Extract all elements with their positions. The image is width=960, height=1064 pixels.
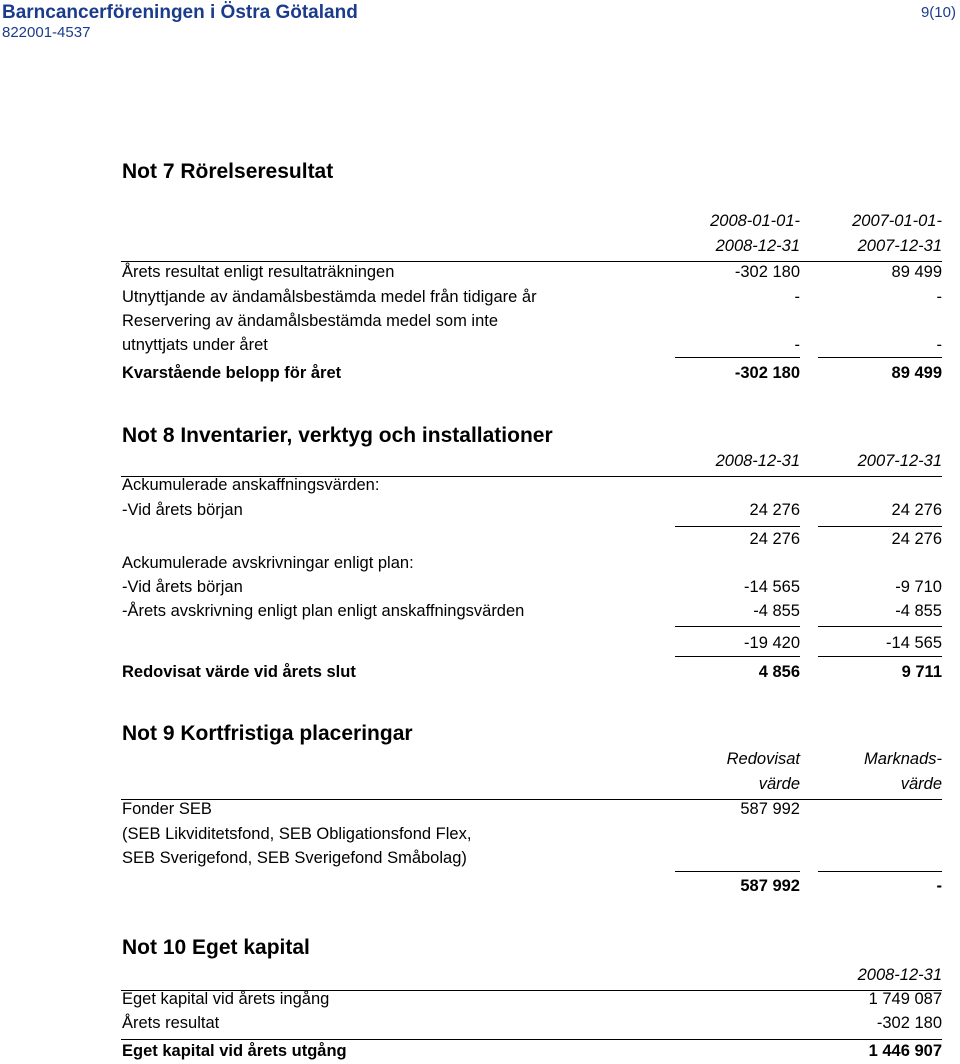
- note-7-row-value-2008: -: [794, 288, 800, 306]
- note-9-total-market-value: -: [936, 877, 942, 895]
- note-8-dep-year-label: -Årets avskrivning enligt plan enligt anskaffningsvärden: [122, 602, 525, 620]
- note-8-total-2008: 4 856: [758, 663, 800, 681]
- note-8-dep-rule-2008: [675, 626, 800, 627]
- note-8-dep-sum-2007: -14 565: [886, 634, 942, 652]
- note-7-subtotal-rule-2008: [675, 357, 800, 358]
- organization-number: 822001-4537: [2, 24, 91, 41]
- note-7-row-label: Årets resultat enligt resultaträkningen: [122, 263, 395, 281]
- note-7-row-value-2008: -302 180: [734, 263, 800, 281]
- note-7-row-value-2007: 89 499: [891, 263, 942, 281]
- note-8-dep-start-label: -Vid årets början: [122, 578, 243, 596]
- note-9-col2-header-line1: Marknads-: [864, 750, 942, 768]
- note-8-dep-heading: Ackumulerade avskrivningar enligt plan:: [122, 554, 414, 572]
- note-8-acq-rule-2007: [818, 526, 942, 527]
- note-10-row-label: Årets resultat: [122, 1014, 220, 1032]
- note-10-row-value: -302 180: [876, 1014, 942, 1032]
- note-7-header-rule: [121, 261, 942, 262]
- note-7-row-label: Reservering av ändamålsbestämda medel som inte: [122, 312, 499, 330]
- note-8-acq-rule-2008: [675, 526, 800, 527]
- note-10-row-label: Eget kapital vid årets ingång: [122, 990, 330, 1008]
- note-9-title: Not 9 Kortfristiga placeringar: [122, 722, 413, 745]
- note-8-total-rule-2007: [818, 656, 942, 657]
- note-8-acq-sum-2008: 24 276: [749, 530, 800, 548]
- note-8-acq-start-label: -Vid årets början: [122, 501, 243, 519]
- note-10-title: Not 10 Eget kapital: [122, 936, 310, 959]
- note-9-total-rule-book: [675, 871, 800, 872]
- note-8-acq-start-2008: 24 276: [749, 501, 800, 519]
- note-7-col2-header-line2: 2007-12-31: [857, 237, 942, 255]
- note-10-total-rule: [121, 1039, 942, 1040]
- note-9-total-rule-market: [818, 871, 942, 872]
- note-8-dep-year-2007: -4 855: [895, 602, 942, 620]
- note-8-total-2007: 9 711: [901, 663, 942, 681]
- note-7-row-value-2007: -: [936, 288, 942, 306]
- note-7-subtotal-rule-2007: [818, 357, 942, 358]
- note-8-total-rule-2008: [675, 656, 800, 657]
- note-7-row-value-2008: -: [794, 336, 800, 354]
- note-9-row-description-line2: SEB Sverigefond, SEB Sverigefond Småbolag): [122, 849, 467, 867]
- note-7-total-value-2007: 89 499: [891, 364, 942, 382]
- note-7-total-value-2008: -302 180: [734, 364, 800, 382]
- note-9-row-label: Fonder SEB: [122, 800, 212, 818]
- note-7-col1-header-line2: 2008-12-31: [715, 237, 800, 255]
- note-9-total-book-value: 587 992: [740, 877, 800, 895]
- note-8-dep-year-2008: -4 855: [753, 602, 800, 620]
- note-10-row-value: 1 749 087: [868, 990, 942, 1008]
- note-9-row-book-value: 587 992: [740, 800, 800, 818]
- note-10-total-label: Eget kapital vid årets utgång: [122, 1042, 347, 1060]
- note-8-acq-sum-2007: 24 276: [891, 530, 942, 548]
- note-7-col2-header-line1: 2007-01-01-: [852, 212, 942, 230]
- note-9-col1-header-line1: Redovisat: [726, 750, 800, 768]
- note-7-title: Not 7 Rörelseresultat: [122, 160, 334, 183]
- note-9-header-rule: [121, 799, 942, 800]
- note-8-total-label: Redovisat värde vid årets slut: [122, 663, 356, 681]
- organization-name: Barncancerföreningen i Östra Götaland: [2, 2, 358, 23]
- note-8-dep-start-2007: -9 710: [895, 578, 942, 596]
- note-7-row-label: Utnyttjande av ändamålsbestämda medel från tidigare år: [122, 288, 537, 306]
- note-8-col1-header: 2008-12-31: [715, 452, 800, 470]
- page-number: 9(10): [920, 4, 956, 21]
- note-8-acq-start-2007: 24 276: [891, 501, 942, 519]
- note-7-row-label: utnyttjats under året: [122, 336, 268, 354]
- note-10-col-header: 2008-12-31: [857, 966, 942, 984]
- note-8-col2-header: 2007-12-31: [857, 452, 942, 470]
- note-8-dep-rule-2007: [818, 626, 942, 627]
- note-7-row-value-2007: -: [936, 336, 942, 354]
- note-8-acq-heading: Ackumulerade anskaffningsvärden:: [122, 476, 380, 494]
- note-8-title: Not 8 Inventarier, verktyg och installationer: [122, 424, 553, 447]
- note-8-dep-start-2008: -14 565: [744, 578, 800, 596]
- note-9-col1-header-line2: värde: [758, 775, 800, 793]
- note-7-total-label: Kvarstående belopp för året: [122, 364, 342, 382]
- note-9-col2-header-line2: värde: [900, 775, 942, 793]
- note-9-row-description-line1: (SEB Likviditetsfond, SEB Obligationsfond Flex,: [122, 825, 472, 843]
- note-10-total-value: 1 446 907: [868, 1042, 942, 1060]
- note-7-col1-header-line1: 2008-01-01-: [710, 212, 800, 230]
- note-8-dep-sum-2008: -19 420: [744, 634, 800, 652]
